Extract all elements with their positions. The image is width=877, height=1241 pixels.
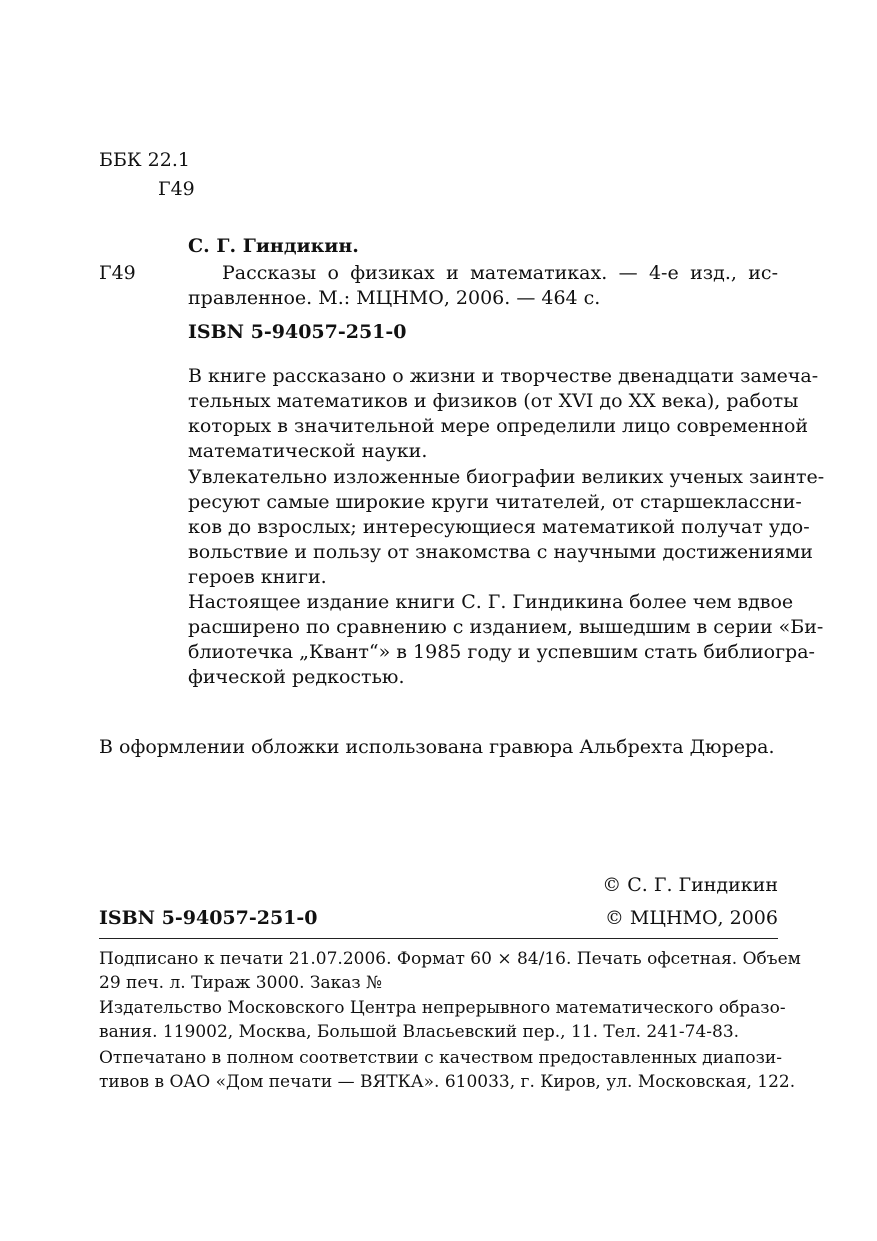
- imprint-line: тивов в ОАО «Дом печати — ВЯТКА». 610033, г. Киров, ул. Московская, 122.: [99, 1072, 796, 1092]
- imprint-line: 29 печ. л. Тираж 3000. Заказ №: [99, 973, 383, 993]
- bbk-code: ББК 22.1: [99, 149, 190, 171]
- catalog-title-line: Рассказы о физиках и математиках. — 4-е изд., ис-: [222, 262, 778, 284]
- annotation-line: ков до взрослых; интересующиеся математикой получат удо-: [188, 516, 810, 538]
- annotation-paragraph-3: [188, 590, 824, 690]
- annotation-paragraph-2: [188, 465, 825, 590]
- imprint-line: Отпечатано в полном соответствии с качеством предоставленных диапози-: [99, 1048, 782, 1068]
- annotation-line: фической редкостью.: [188, 666, 405, 688]
- annotation-line: расширено по сравнению с изданием, вышедшим в серии «Би-: [188, 616, 824, 638]
- imprint-divider: [99, 938, 778, 939]
- imprint-print-info: [99, 947, 801, 995]
- annotation-line: Увлекательно изложенные биографии великих ученых заинте-: [188, 466, 825, 488]
- copyright-author: © С. Г. Гиндикин: [602, 874, 778, 896]
- annotation-line: которых в значительной мере определили лицо современной: [188, 415, 809, 437]
- annotation-line: блиотечка „Квант“» в 1985 году и успевшим стать библиогра-: [188, 641, 815, 663]
- catalog-author: С. Г. Гиндикин.: [188, 235, 359, 257]
- annotation-line: Настоящее издание книги С. Г. Гиндикина более чем вдвое: [188, 591, 794, 613]
- imprint-line: Подписано к печати 21.07.2006. Формат 60 × 84/16. Печать офсетная. Объем: [99, 949, 801, 969]
- annotation-line: ресуют самые широкие круги читателей, от старшеклассни-: [188, 491, 802, 513]
- catalog-author-mark: Г49: [99, 262, 136, 284]
- imprint-line: Издательство Московского Центра непрерывного математического образо-: [99, 998, 786, 1018]
- copyright-publisher: © МЦНМО, 2006: [604, 907, 778, 929]
- annotation-line: героев книги.: [188, 566, 327, 588]
- catalog-title: [188, 261, 778, 311]
- catalog-isbn: ISBN 5-94057-251-0: [188, 321, 407, 343]
- annotation-line: В книге рассказано о жизни и творчестве двенадцати замеча-: [188, 365, 819, 387]
- catalog-title-line: правленное. М.: МЦНМО, 2006. — 464 с.: [188, 287, 601, 309]
- annotation-paragraph-1: [188, 364, 819, 464]
- cover-note: В оформлении обложки использована гравюра Альбрехта Дюрера.: [99, 736, 775, 758]
- author-mark-top: Г49: [158, 178, 195, 200]
- imprint-publisher: [99, 996, 786, 1044]
- imprint-printer: [99, 1046, 796, 1094]
- annotation-line: тельных математиков и физиков (от XVI до XX века), работы: [188, 390, 799, 412]
- annotation-line: вольствие и пользу от знакомства с научными достижениями: [188, 541, 813, 563]
- copyright-isbn: ISBN 5-94057-251-0: [99, 907, 318, 929]
- imprint-line: вания. 119002, Москва, Большой Власьевский пер., 11. Тел. 241-74-83.: [99, 1022, 740, 1042]
- annotation-line: математической науки.: [188, 440, 428, 462]
